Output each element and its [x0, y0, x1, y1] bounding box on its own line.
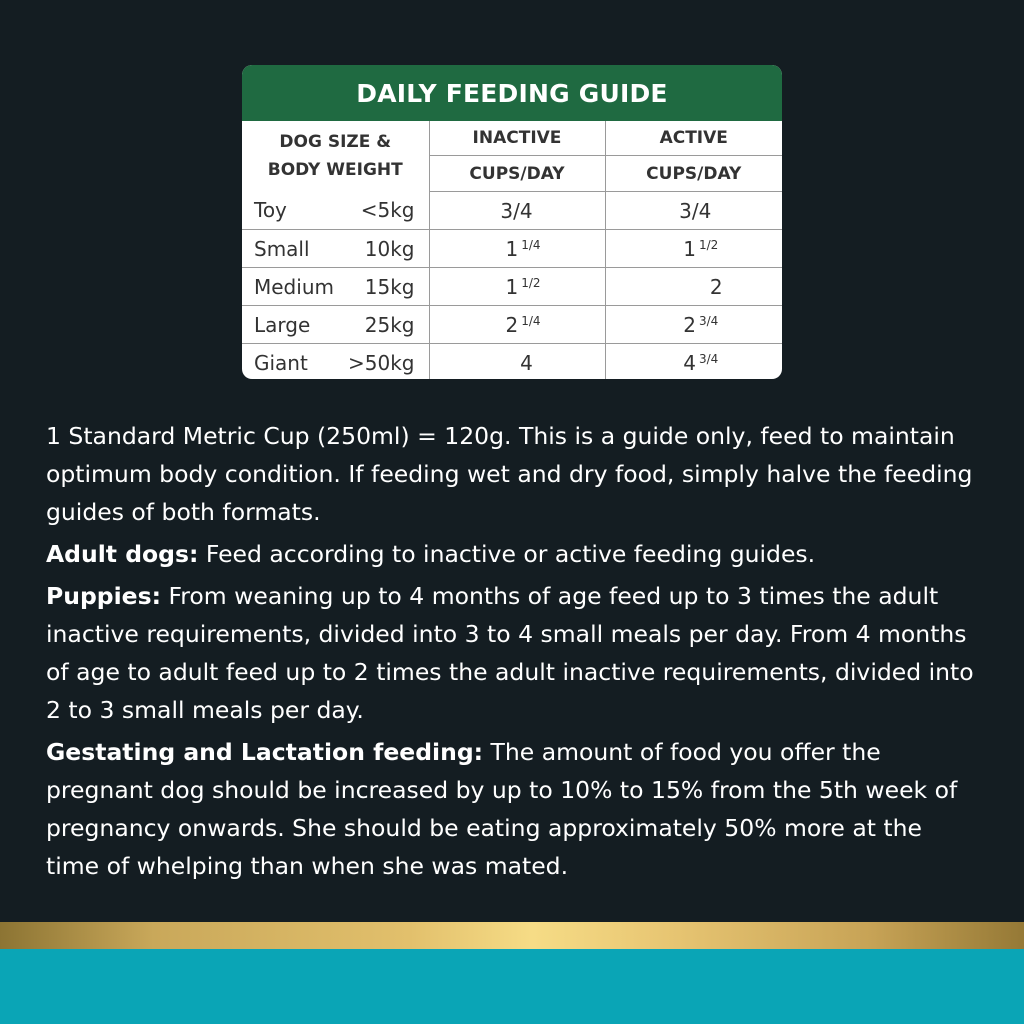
active-amount-cell: [605, 268, 782, 306]
adult-note-label: Adult dogs:: [46, 540, 199, 568]
dog-size-label: Toy: [254, 198, 287, 223]
puppies-note-text: From weaning up to 4 months of age feed up to 3 times the adult inactive requirements, divided into 3 to 4 small meals per day. From 4 months of age to adult feed up to 2 times the adult inactive requirements, divided into 2 to 3 small meals per day.: [46, 582, 974, 724]
inactive-amount-fraction: 1/2: [521, 275, 541, 290]
inactive-amount-cell: [429, 306, 605, 344]
dog-weight-label: <5kg: [360, 198, 415, 223]
active-unit-header: CUPS/DAY: [605, 156, 782, 192]
gestating-note: [46, 733, 981, 885]
dog-size-label: Large: [254, 312, 311, 337]
adult-note-text: Feed according to inactive or active feeding guides.: [198, 540, 816, 568]
puppies-note: [46, 577, 981, 729]
dog-weight-label: 15kg: [364, 274, 415, 299]
feeding-notes: [46, 417, 981, 889]
puppies-note-label: Puppies:: [46, 582, 161, 610]
dog-size-label: Giant: [254, 350, 308, 375]
dog-size-cell: [242, 344, 429, 380]
active-amount-cell: [605, 230, 782, 268]
feeding-guide-title: DAILY FEEDING GUIDE: [242, 65, 782, 121]
table-row: [242, 344, 782, 380]
inactive-amount-cell: [429, 268, 605, 306]
intro-note: 1 Standard Metric Cup (250ml) = 120g. This is a guide only, feed to maintain optimum body condition. If feeding wet and dry food, simply halve the feeding guides of both formats.: [46, 422, 973, 526]
dog-weight-label: >50kg: [348, 350, 415, 375]
teal-footer-band: [0, 949, 1024, 1024]
inactive-amount-cell: [429, 344, 605, 380]
inactive-amount-whole: 4: [520, 350, 533, 375]
active-amount-fraction: 3/4: [698, 351, 719, 366]
gestating-note-label: Gestating and Lactation feeding:: [46, 738, 484, 766]
dog-size-label: Medium: [254, 274, 334, 299]
dog-size-cell: [242, 230, 429, 268]
table-row: [242, 306, 782, 344]
active-amount-whole: 2: [709, 274, 723, 299]
inactive-amount-whole: 3/4: [500, 198, 533, 223]
dog-size-cell: [242, 306, 429, 344]
active-amount-cell: [605, 344, 782, 380]
dog-weight-label: 25kg: [364, 312, 415, 337]
active-header: ACTIVE: [605, 121, 782, 156]
active-amount-cell: [605, 192, 782, 230]
inactive-header: INACTIVE: [429, 121, 605, 156]
inactive-amount-whole: 2: [505, 312, 519, 337]
table-row: [242, 230, 782, 268]
dog-size-label: Small: [254, 236, 310, 261]
active-amount-fraction: 3/4: [698, 313, 719, 328]
active-amount-whole: 3/4: [679, 198, 712, 223]
active-amount-fraction: 1/2: [698, 237, 719, 252]
feeding-guide-card: [242, 65, 782, 379]
adult-note: [46, 535, 981, 573]
inactive-amount-fraction: 1/4: [521, 313, 541, 328]
feeding-guide-table: [242, 121, 782, 379]
active-amount-whole: 4: [683, 350, 696, 375]
active-amount-cell: [605, 306, 782, 344]
active-amount-whole: 1: [683, 236, 696, 261]
inactive-unit-header: CUPS/DAY: [429, 156, 605, 192]
inactive-amount-cell: [429, 192, 605, 230]
active-amount-whole: 2: [683, 312, 696, 337]
dog-size-cell: [242, 192, 429, 230]
gestating-note-text: The amount of food you offer the pregnant dog should be increased by up to 10% to 15% from the 5th week of pregnancy onwards. She should be eating approximately 50% more at the time of whelping than when she was mated.: [46, 738, 958, 880]
table-row: [242, 268, 782, 306]
dog-size-header-line2: BODY WEIGHT: [267, 160, 403, 181]
dog-size-header: [242, 121, 429, 192]
dog-weight-label: 10kg: [364, 236, 415, 261]
inactive-amount-cell: [429, 230, 605, 268]
inactive-amount-whole: 1: [505, 274, 519, 299]
dog-size-cell: [242, 268, 429, 306]
inactive-amount-fraction: 1/4: [521, 237, 541, 252]
gold-stripe: [0, 922, 1024, 949]
table-row: [242, 192, 782, 230]
inactive-amount-whole: 1: [505, 236, 519, 261]
dog-size-header-line1: DOG SIZE &: [279, 132, 392, 153]
